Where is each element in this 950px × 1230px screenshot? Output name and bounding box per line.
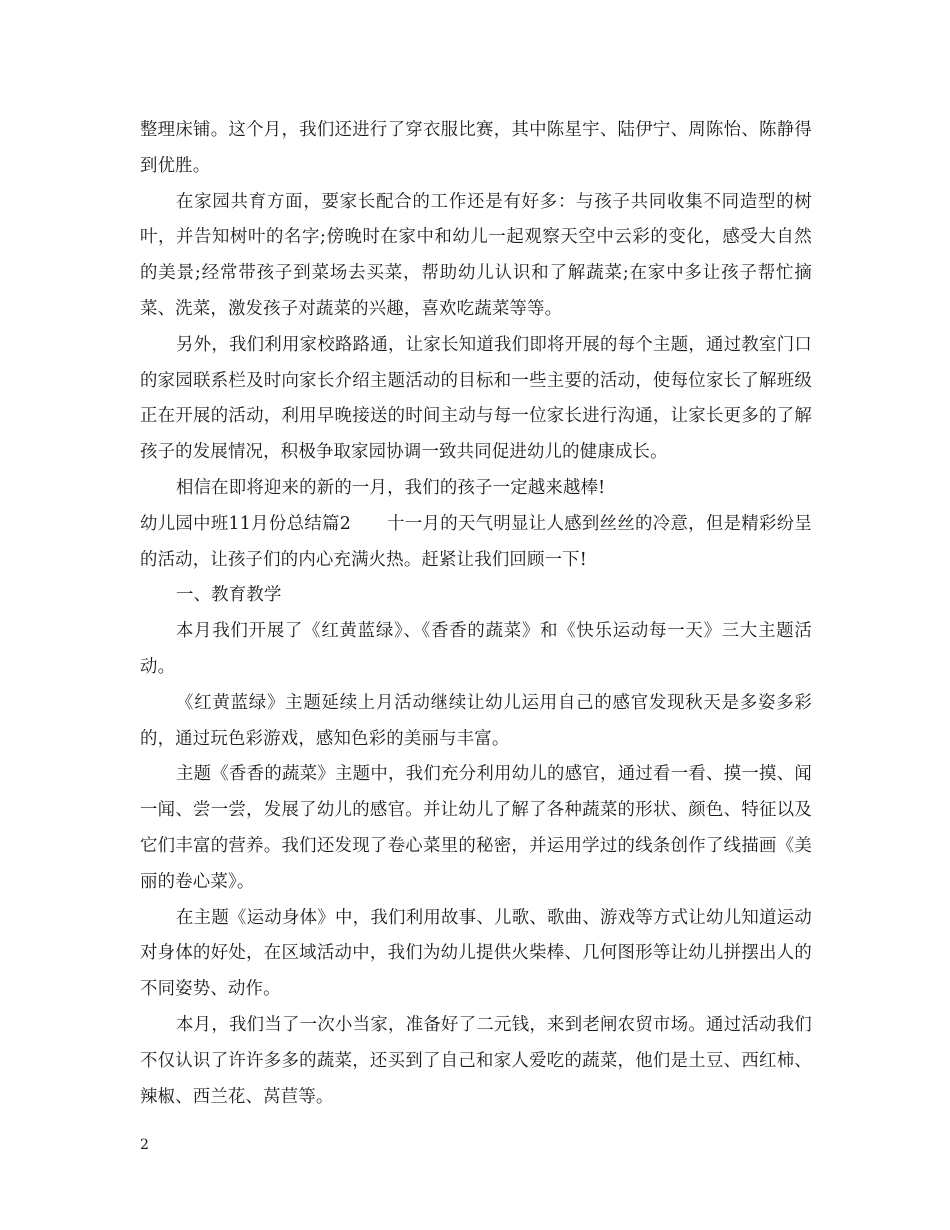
subheading-education: 一、教育教学: [176, 585, 282, 606]
page-number: 2: [140, 1137, 149, 1153]
section-heading: 幼儿园中班11月份总结篇2: [140, 513, 351, 534]
section-intro: 十一月的天气明显让人感到丝丝的冷意，但是精彩纷呈的活动，让孩子们的内心充满火热。赶紧让我们回顾一下!: [140, 513, 812, 570]
paragraph-2: 在家园共育方面，要家长配合的工作还是有好多：与孩子共同收集不同造型的树叶，并告知树叶的名字;傍晚时在家中和幼儿一起观察天空中云彩的变化，感受大自然的美景;经常带孩子到菜场去买菜，帮助幼儿认识和了解蔬菜;在家中多让孩子帮忙摘菜、洗菜，激发孩子对蔬菜的兴趣，喜欢吃蔬菜等等。: [140, 191, 812, 319]
section-paragraph: [140, 507, 812, 579]
paragraph-9: 本月，我们当了一次小当家，准备好了二元钱，来到老闸农贸市场。通过活动我们不仅认识了许许多多的蔬菜，还买到了自己和家人爱吃的蔬菜，他们是土豆、西红柿、辣椒、西兰花、莴苣等。: [140, 1014, 812, 1107]
paragraph-6: 《红黄蓝绿》主题延续上月活动继续让幼儿运用自己的感官发现秋天是多姿多彩的，通过玩色彩游戏，感知色彩的美丽与丰富。: [140, 692, 812, 749]
paragraph-3: 另外，我们利用家校路路通，让家长知道我们即将开展的每个主题，通过教室门口的家园联系栏及时向家长介绍主题活动的目标和一些主要的活动，使每位家长了解班级正在开展的活动，利用早晚接送的时间主动与每一位家长进行沟通，让家长更多的了解孩子的发展情况，积极争取家园协调一致共同促进幼儿的健康成长。: [140, 334, 812, 463]
paragraph-8: 在主题《运动身体》中，我们利用故事、儿歌、歌曲、游戏等方式让幼儿知道运动对身体的好处，在区域活动中，我们为幼儿提供火柴棒、几何图形等让幼儿拼摆出人的不同姿势、动作。: [140, 907, 812, 1000]
paragraph-5: 本月我们开展了《红黄蓝绿》、《香香的蔬菜》和《快乐运动每一天》三大主题活动。: [140, 621, 812, 677]
paragraph-1: 整理床铺。这个月，我们还进行了穿衣服比赛，其中陈星宇、陆伊宁、周陈怡、陈静得到优胜。: [140, 120, 812, 176]
paragraph-4: 相信在即将迎来的新的一月，我们的孩子一定越来越棒!: [176, 477, 606, 498]
document-body: [140, 113, 812, 1115]
paragraph-7: 主题《香香的蔬菜》主题中，我们充分利用幼儿的感官，通过看一看、摸一摸、闻一闻、尝一尝，发展了幼儿的感官。并让幼儿了解了各种蔬菜的形状、颜色、特征以及它们丰富的营养。我们还发现了卷心菜里的秘密，并运用学过的线条创作了线描画《美丽的卷心菜》。: [140, 764, 812, 892]
